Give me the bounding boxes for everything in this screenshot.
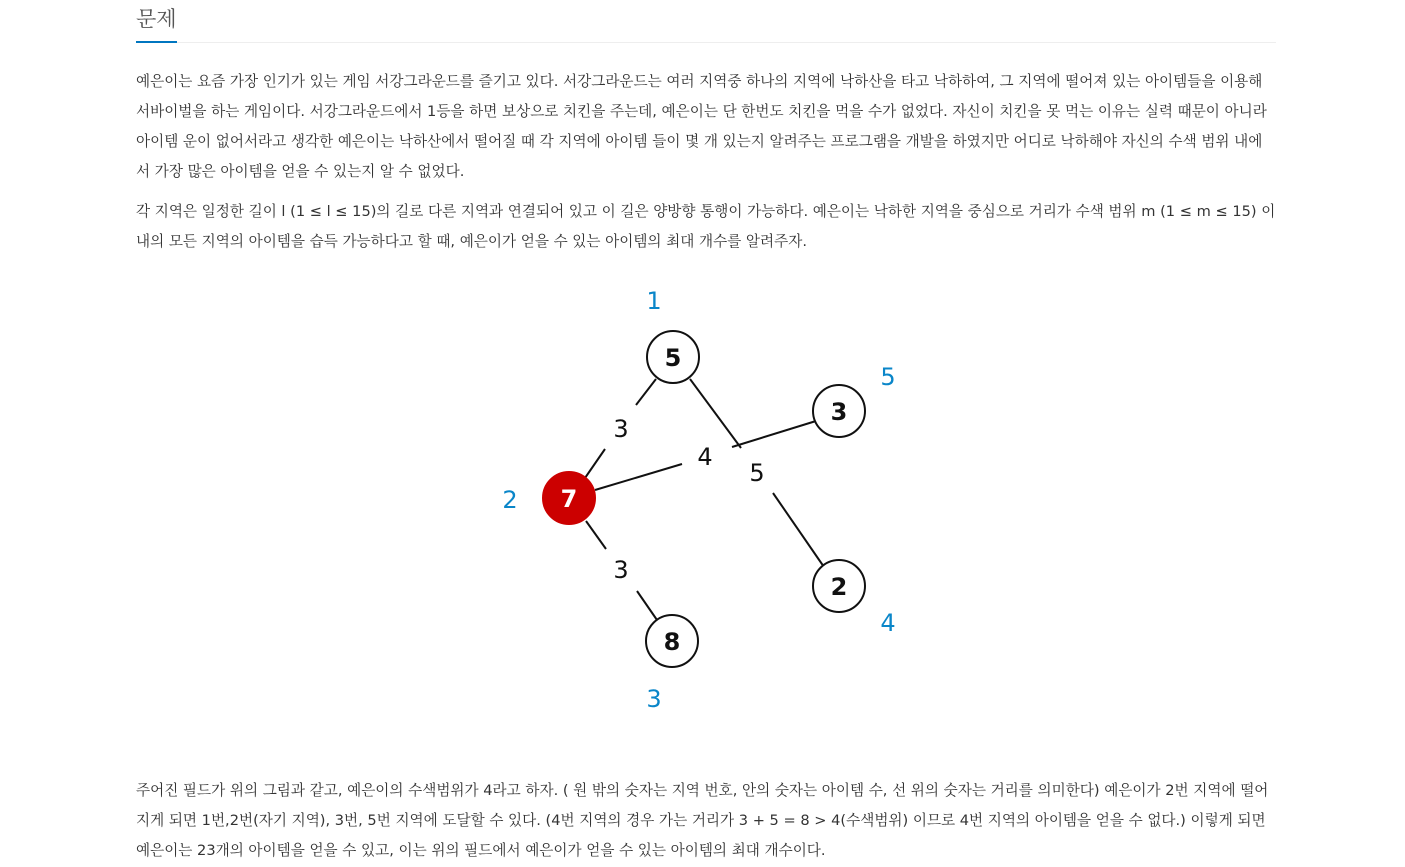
- edge-2-3-segment-2: [637, 591, 657, 620]
- problem-example-text: [136, 776, 1276, 866]
- edge-distance-label: 3: [613, 556, 629, 584]
- edge-2-3-segment-1: [586, 521, 606, 549]
- node-item-count: 2: [830, 573, 848, 601]
- nodes-layer: [543, 331, 865, 667]
- problem-paragraph-3: 주어진 필드가 위의 그림과 같고, 예은이의 수색범위가 4라고 하자. ( 원 밖의 숫자는 지역 번호, 안의 숫자는 아이템 수, 선 위의 숫자는 거리를 의미한다) 예은이가 2번 지역에 떨어지게 되면 1번,2번(자기 지역), 3번, 5번 지역에 도달할 수 있다. (4번 지역의 경우 가는 거리가 3 + 5 = 8 > 4(수색범위) 이므로 4번 지역의 아이템을 얻을 수 없다.) 이렇게 되면 예은이는 23개의 아이템을 얻을 수 있고, 이는 위의 필드에서 예은이가 얻을 수 있는 아이템의 최대 개수이다.: [136, 782, 1269, 859]
- node-item-count: 3: [830, 398, 848, 426]
- node-item-count: 8: [663, 628, 681, 656]
- edge-2-5-segment-2: [732, 421, 816, 447]
- region-number-label: 1: [646, 287, 662, 315]
- edge-1-4-segment-1: [690, 379, 741, 448]
- region-number-label: 5: [880, 363, 896, 391]
- region-number-label: 2: [502, 486, 518, 514]
- edge-distance-label: 5: [749, 459, 765, 487]
- problem-section: [136, 0, 1276, 783]
- edge-labels-layer: [613, 415, 764, 584]
- edge-1-2-segment-2: [585, 449, 605, 478]
- edge-2-5-segment-1: [595, 464, 682, 490]
- problem-paragraph-1: 예은이는 요즘 가장 인기가 있는 게임 서강그라운드를 즐기고 있다. 서강그라운드는 여러 지역중 하나의 지역에 낙하산을 타고 낙하하여, 그 지역에 떨어져 있는 아이템들을 이용해 서바이벌을 하는 게임이다. 서강그라운드에서 1등을 하면 보상으로 치킨을 주는데, 예은이는 단 한번도 치킨을 먹을 수가 없었다. 자신이 치킨을 못 먹는 이유는 실력 때문이 아니라 아이템 운이 없어서라고 생각한 예은이는 낙하산에서 떨어질 때 각 지역에 아이템 들이 몇 개 있는지 알려주는 프로그램을 개발을 하였지만 어디로 낙하해야 자신의 수색 범위 내에서 가장 많은 아이템을 얻을 수 있는지 알 수 없었다.: [136, 73, 1267, 180]
- problem-heading: 문제: [136, 4, 177, 43]
- edge-distance-label: 3: [613, 415, 629, 443]
- edge-distance-label: 4: [697, 443, 713, 471]
- field-graph-svg: [136, 267, 1276, 783]
- problem-headline: [136, 0, 1276, 43]
- edge-1-2-segment-1: [636, 379, 656, 405]
- node-item-count: 5: [664, 344, 682, 372]
- region-number-label: 3: [646, 685, 662, 713]
- edge-1-4-segment-2: [773, 493, 824, 567]
- node-item-count: 7: [560, 485, 578, 513]
- problem-paragraph-2: 각 지역은 일정한 길이 l (1 ≤ l ≤ 15)의 길로 다른 지역과 연결되어 있고 이 길은 양방향 통행이 가능하다. 예은이는 낙하한 지역을 중심으로 거리가 수색 범위 m (1 ≤ m ≤ 15) 이내의 모든 지역의 아이템을 습득 가능하다고 할 때, 예은이가 얻을 수 있는 아이템의 최대 개수를 알려주자.: [136, 203, 1276, 250]
- field-graph-figure: [136, 267, 1276, 783]
- region-number-label: 4: [880, 609, 896, 637]
- problem-description: [136, 67, 1276, 257]
